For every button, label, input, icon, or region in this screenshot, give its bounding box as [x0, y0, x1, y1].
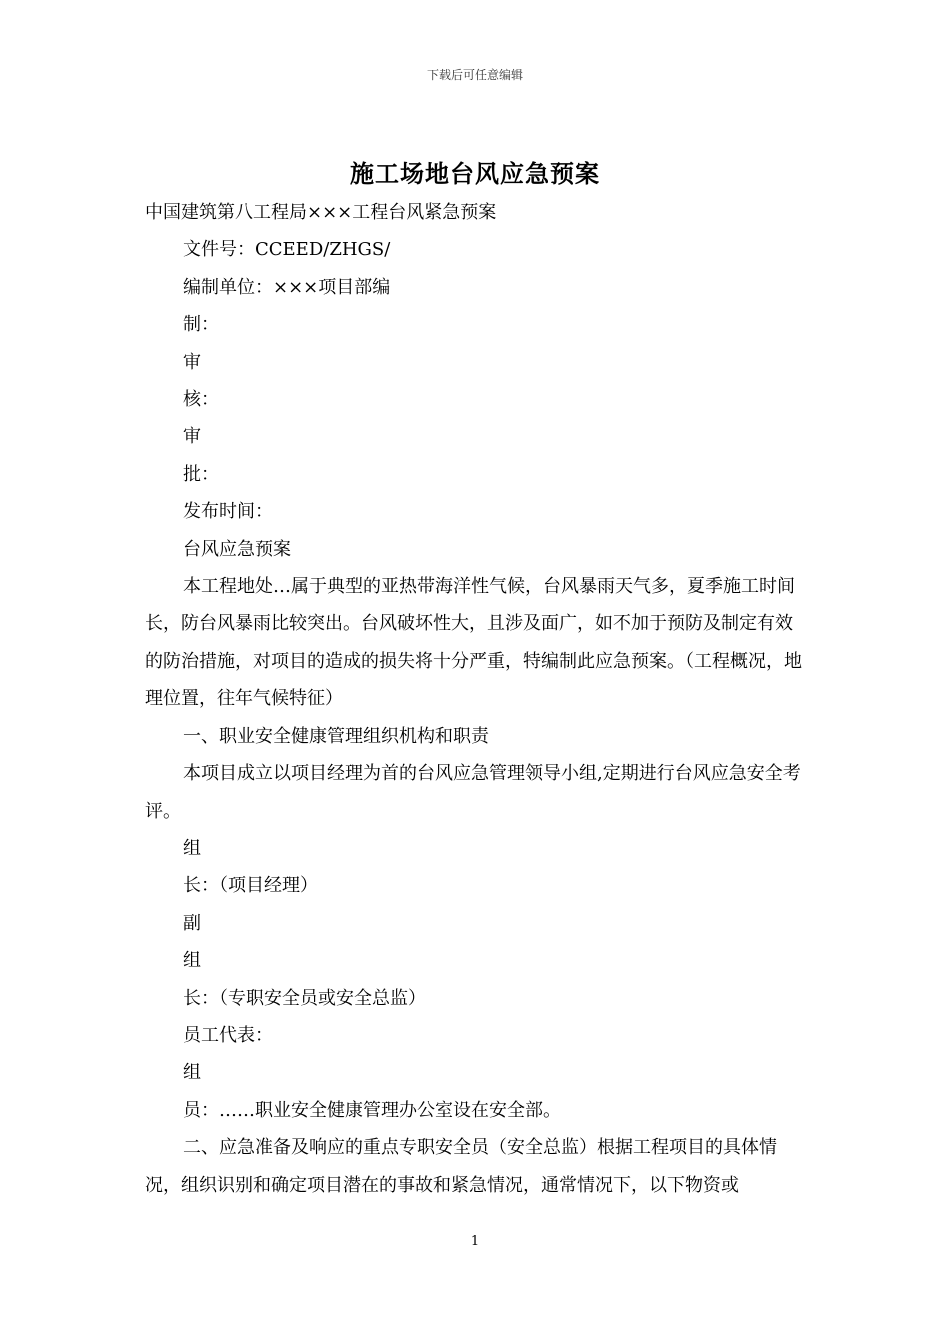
paragraph-deputy-1: 副 [183, 912, 201, 934]
paragraph-deputy-3: 长：（专职安全员或安全总监） [183, 987, 426, 1009]
paragraph-deputy-2: 组 [183, 950, 201, 972]
paragraph-compiling-unit: 编制单位：×××项目部编 [183, 276, 391, 298]
document-body [145, 194, 807, 1204]
section-heading-1: 一、职业安全健康管理组织机构和职责 [183, 725, 489, 747]
paragraph-employee-rep: 员工代表： [183, 1024, 273, 1046]
paragraph-file-number: 文件号：CCEED/ZHGS/ [183, 239, 391, 261]
paragraph-organization: 中国建筑第八工程局×××工程台风紧急预案 [145, 202, 497, 223]
page-header-note: 下载后可任意编辑 [426, 68, 523, 82]
paragraph-overview: 本工程地处…属于典型的亚热带海洋性气候，台风暴雨天气多，夏季施工时间长，防台风暴雨比较突出。台风破坏性大，且涉及面广，如不加于预防及制定有效的防治措施，对项目的造成的损失将十分严重，特编制此应急预案。（工程概况，地理位置，往年气候特征） [145, 576, 802, 710]
document-title: 施工场地台风应急预案 [350, 159, 600, 188]
paragraph-plan-heading: 台风应急预案 [183, 538, 291, 560]
paragraph-review-1: 审 [183, 351, 201, 373]
paragraph-leader-1: 组 [183, 837, 201, 859]
paragraph-leadership-group: 本项目成立以项目经理为首的台风应急管理领导小组,定期进行台风应急安全考评。 [145, 763, 801, 822]
page-number: 1 [470, 1234, 480, 1249]
paragraph-approve-2: 批： [183, 463, 219, 485]
section-heading-2: 二、应急准备及响应的重点专职安全员（安全总监）根据工程项目的具体情况，组织识别和确定项目潜在的事故和紧急情况，通常情况下，以下物资或 [145, 1137, 777, 1196]
paragraph-approve-1: 审 [183, 426, 201, 448]
paragraph-release-time: 发布时间： [183, 501, 273, 523]
paragraph-member-2: 员：……职业安全健康管理办公室设在安全部。 [183, 1099, 561, 1121]
paragraph-leader-2: 长：（项目经理） [183, 875, 318, 897]
paragraph-review-2: 核： [183, 389, 219, 411]
paragraph-compiler: 制： [183, 314, 219, 336]
paragraph-member-1: 组 [183, 1062, 201, 1084]
